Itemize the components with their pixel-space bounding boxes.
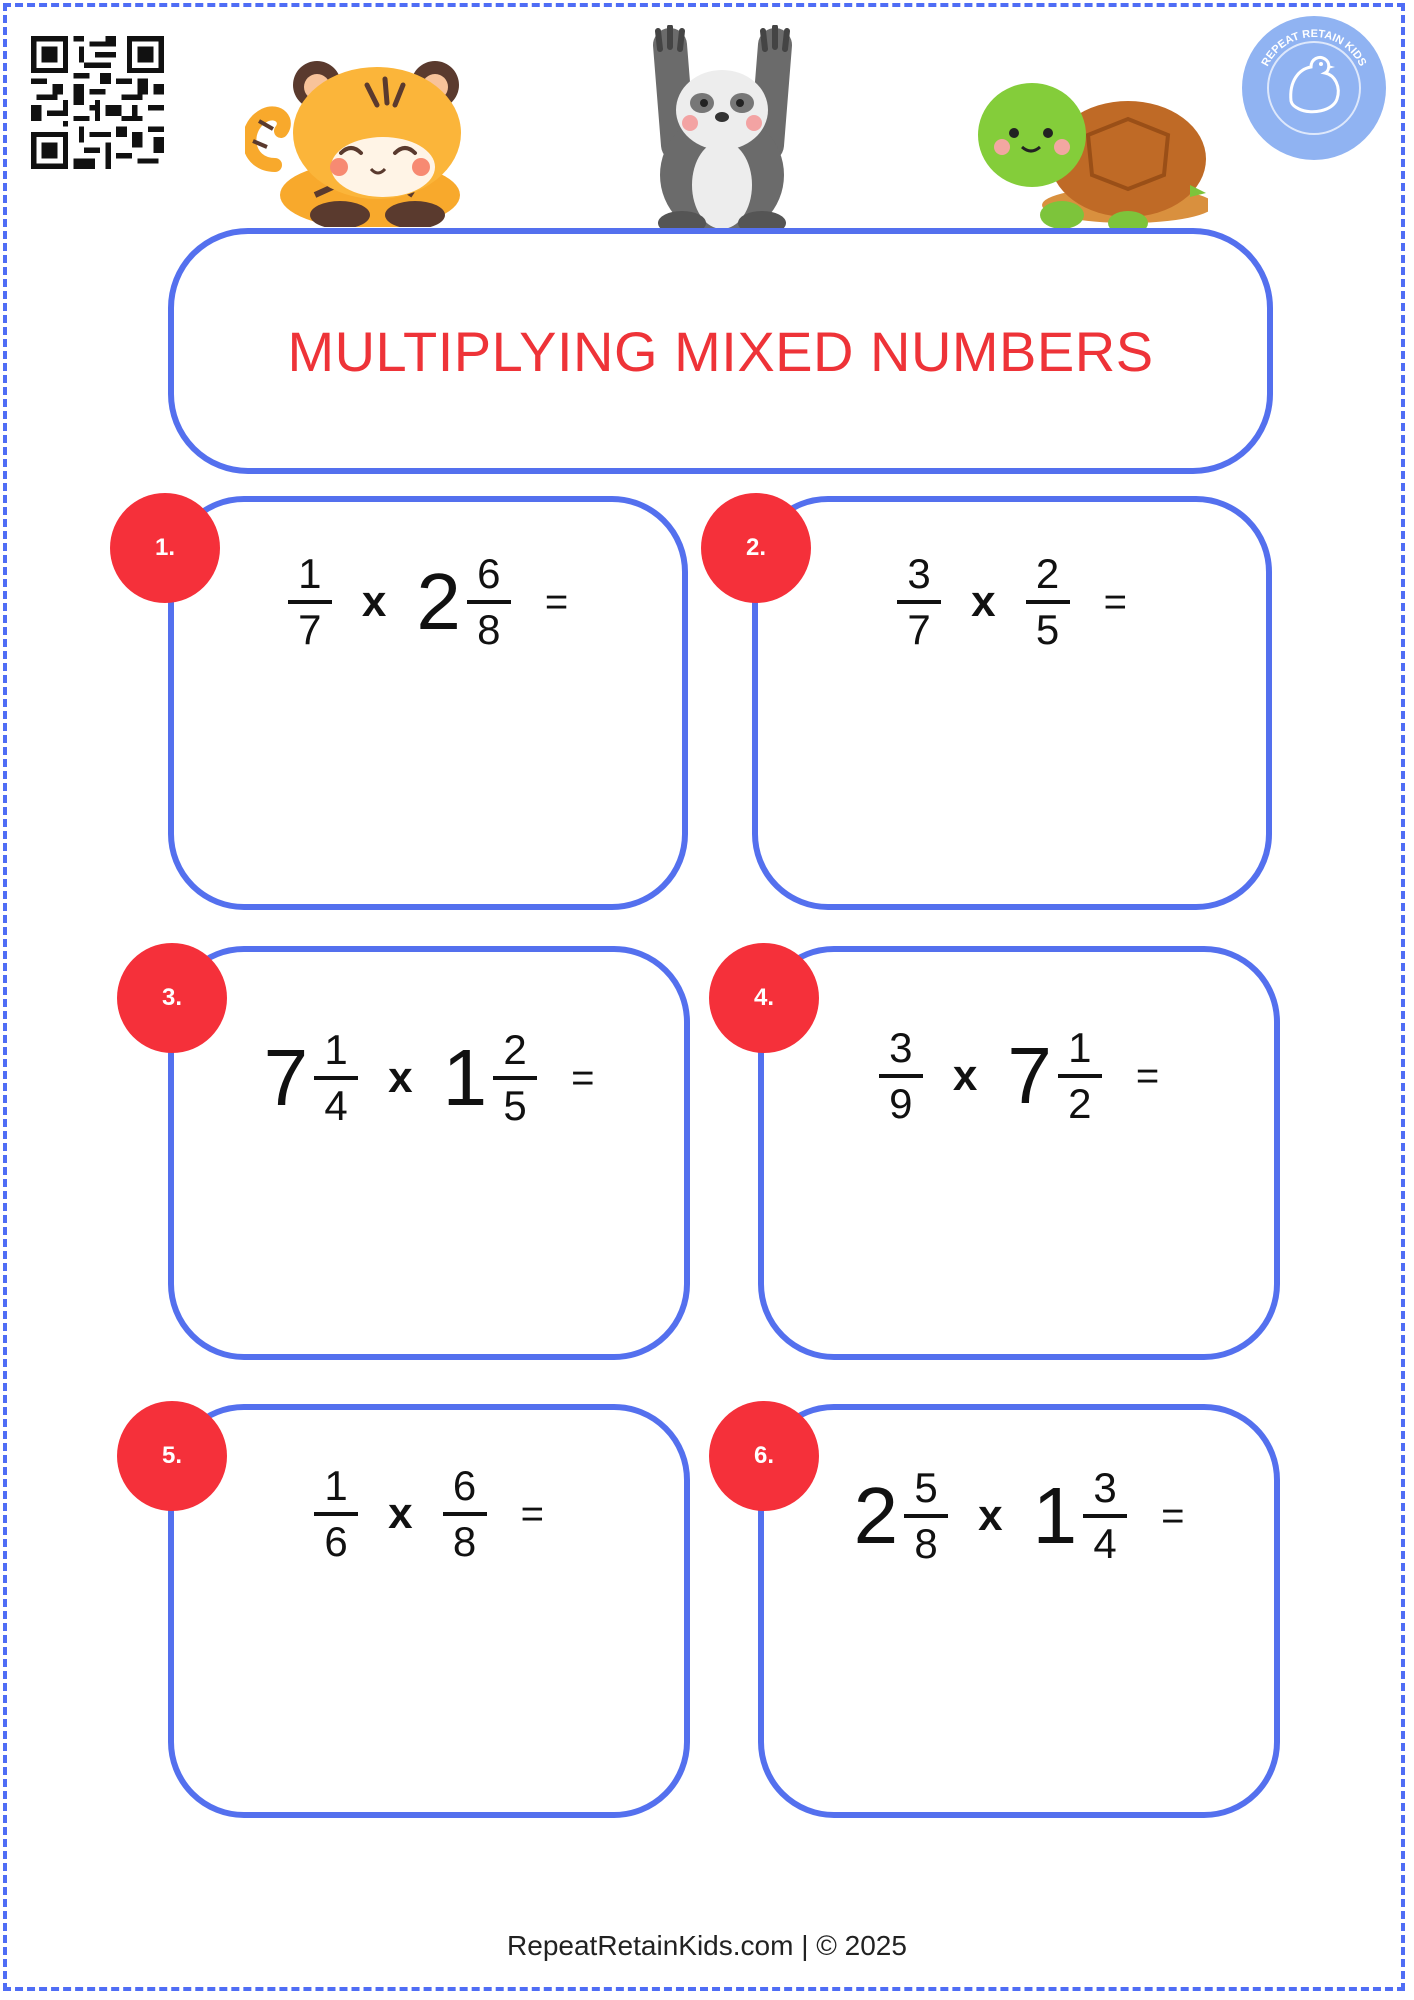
fraction-bar [493, 1076, 537, 1080]
fraction-second [1058, 1023, 1102, 1127]
problem-number-badge: 6. [709, 1401, 819, 1511]
denominator-first: 7 [298, 606, 322, 653]
numerator-first: 1 [324, 1025, 348, 1073]
numerator-second: 6 [477, 549, 501, 597]
problem-number-badge: 1. [110, 493, 220, 603]
problem-card-3 [168, 946, 690, 1360]
denominator-first: 9 [889, 1080, 913, 1127]
equals-sign: = [1135, 1053, 1160, 1098]
qr-code-icon [31, 36, 164, 169]
numerator-first: 3 [889, 1023, 913, 1071]
fraction-first [897, 549, 941, 653]
denominator-first: 7 [907, 606, 931, 653]
fraction-bar [314, 1076, 358, 1080]
whole-number-second: 7 [1007, 1031, 1052, 1120]
equals-sign: = [1161, 1493, 1185, 1538]
multiply-sign: x [388, 1489, 413, 1538]
fraction-bar [879, 1074, 923, 1078]
problem-expression [168, 542, 688, 662]
multiply-sign: x [388, 1053, 413, 1102]
denominator-second: 5 [503, 1082, 527, 1129]
fraction-first [879, 1023, 923, 1127]
fraction-second [1083, 1463, 1127, 1567]
problem-number-badge: 3. [117, 943, 227, 1053]
numerator-first: 1 [298, 549, 322, 597]
problem-expression [752, 542, 1272, 662]
denominator-second: 8 [477, 606, 501, 653]
denominator-first: 4 [324, 1082, 348, 1129]
bird-logo-icon [1241, 15, 1387, 161]
equals-sign: = [544, 579, 569, 624]
whole-number-first: 7 [263, 1033, 309, 1122]
problem-number-badge: 2. [701, 493, 811, 603]
problem-expression [168, 1018, 690, 1138]
multiply-sign: x [361, 577, 387, 626]
fraction-bar [314, 1512, 358, 1516]
problem-card-4 [758, 946, 1280, 1360]
numerator-first: 3 [907, 549, 931, 597]
fraction-first [288, 549, 332, 653]
problem-expression [758, 1016, 1280, 1136]
numerator-second: 1 [1068, 1023, 1092, 1071]
worksheet-title: MULTIPLYING MIXED NUMBERS [287, 319, 1154, 383]
fraction-bar [288, 600, 332, 604]
numerator-first: 1 [324, 1461, 348, 1509]
equals-sign: = [520, 1491, 544, 1536]
multiply-sign: x [978, 1491, 1003, 1540]
fraction-first [314, 1461, 358, 1565]
fraction-bar [467, 600, 511, 604]
denominator-first: 8 [914, 1520, 938, 1567]
multiply-sign: x [971, 577, 996, 626]
problem-number-badge: 4. [709, 943, 819, 1053]
fraction-bar [897, 600, 941, 604]
fraction-bar [1083, 1514, 1127, 1518]
numerator-second: 2 [503, 1025, 527, 1073]
equals-sign: = [1103, 579, 1127, 624]
problem-expression [168, 1454, 690, 1574]
fraction-second [443, 1461, 487, 1565]
denominator-first: 6 [324, 1518, 348, 1565]
denominator-second: 4 [1093, 1520, 1117, 1567]
equals-sign: = [571, 1055, 595, 1100]
problem-expression [758, 1456, 1280, 1576]
fraction-second [467, 549, 511, 653]
fraction-second [1026, 549, 1070, 653]
denominator-second: 5 [1035, 606, 1060, 653]
multiply-sign: x [952, 1051, 978, 1100]
fraction-bar [1026, 600, 1070, 604]
whole-number-second: 1 [1032, 1471, 1078, 1560]
numerator-second: 2 [1035, 549, 1060, 597]
turtle-illustration [978, 75, 1208, 235]
footer-text: RepeatRetainKids.com | © 2025 [507, 1930, 907, 1961]
numerator-second: 3 [1093, 1463, 1117, 1511]
fraction-first [314, 1025, 358, 1129]
fraction-first [904, 1463, 948, 1567]
numerator-second: 6 [452, 1461, 477, 1509]
fraction-bar [904, 1514, 948, 1518]
fraction-second [493, 1025, 537, 1129]
sloth-illustration [630, 25, 815, 235]
problem-number-badge: 5. [117, 1401, 227, 1511]
whole-number-first: 2 [853, 1471, 899, 1560]
denominator-second: 2 [1068, 1080, 1092, 1127]
fraction-bar [443, 1512, 487, 1516]
title-box [168, 228, 1273, 474]
denominator-second: 8 [452, 1518, 477, 1565]
fraction-bar [1058, 1074, 1102, 1078]
whole-number-second: 1 [442, 1033, 488, 1122]
numerator-first: 5 [914, 1463, 938, 1511]
whole-number-second: 2 [416, 557, 461, 646]
logo-text: REPEAT RETAIN KIDS [1259, 27, 1369, 69]
tiger-illustration [245, 55, 470, 227]
